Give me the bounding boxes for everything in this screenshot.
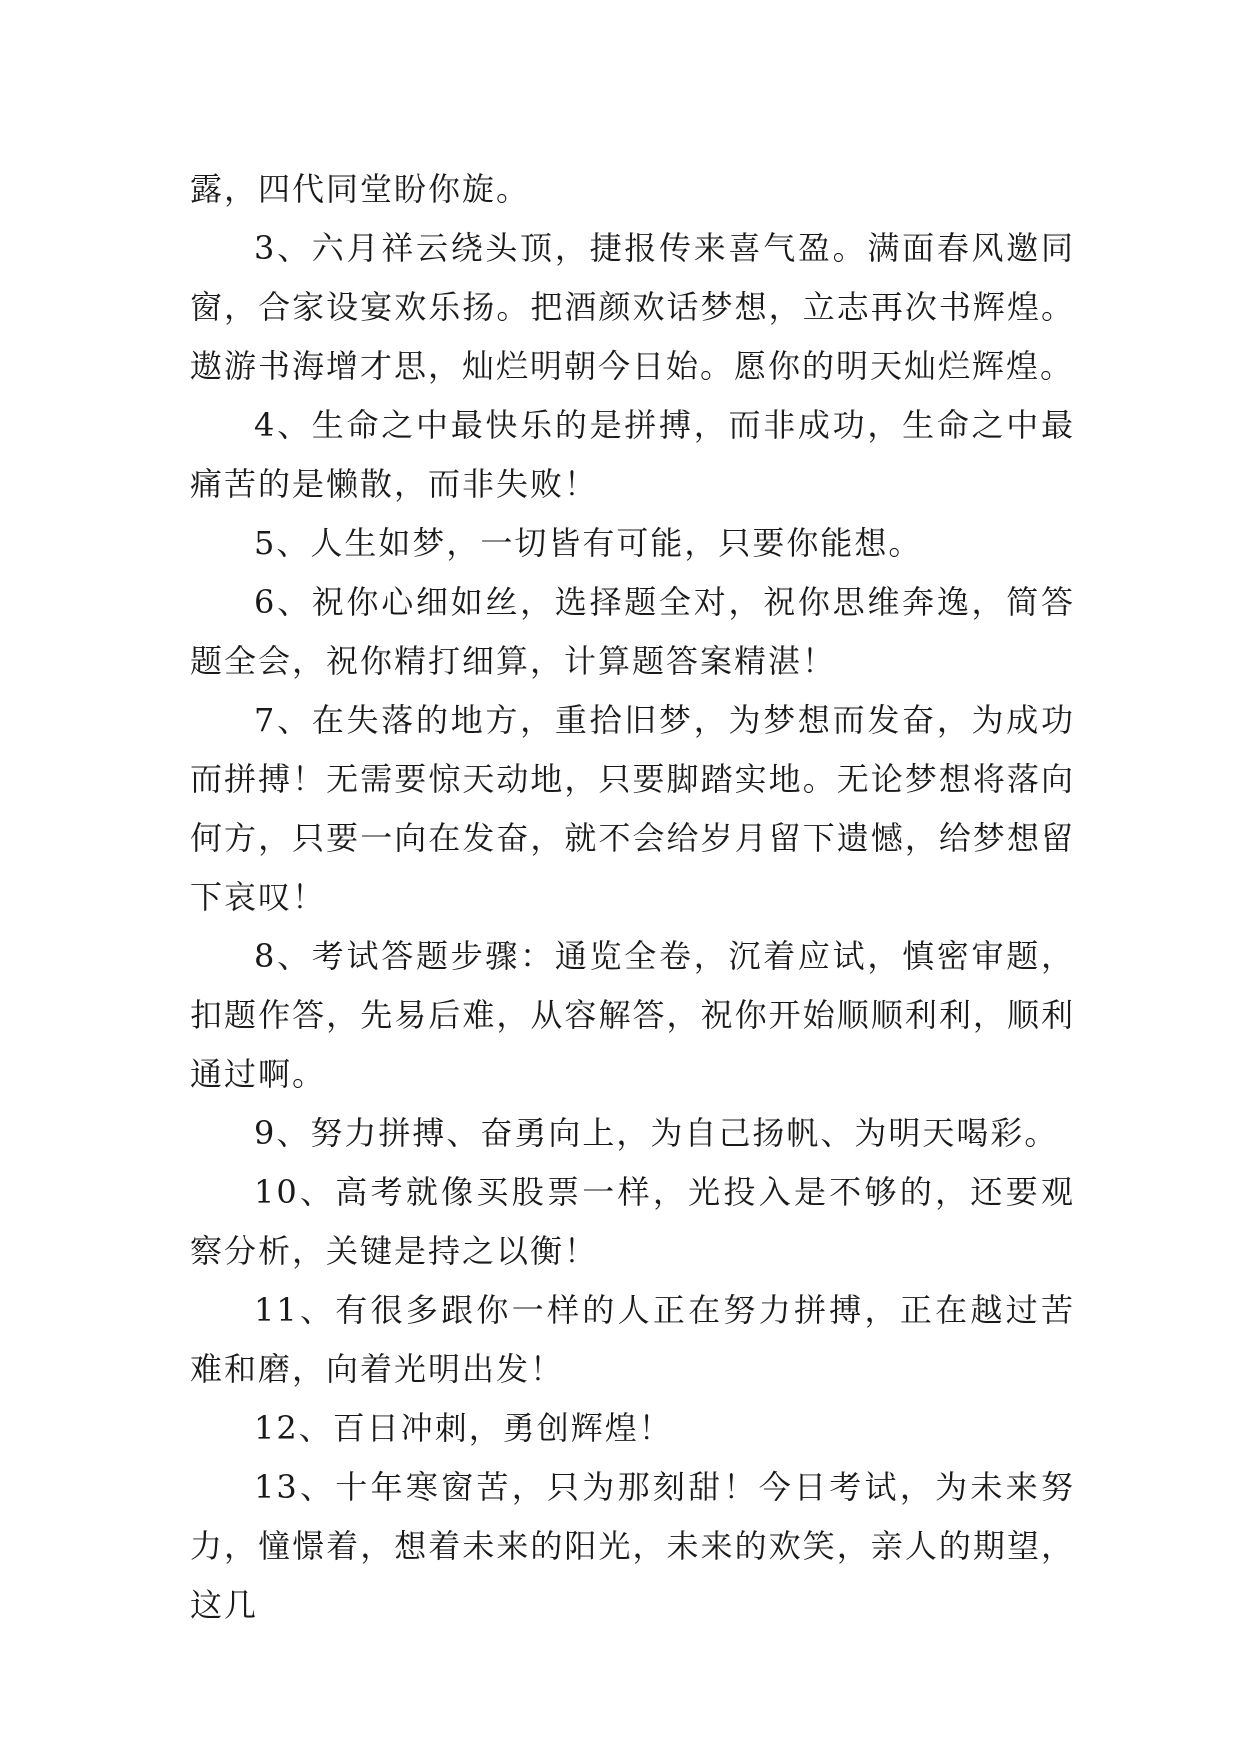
- paragraph-item-10: 10、高考就像买股票一样，光投入是不够的，还要观察分析，关键是持之以衡！: [190, 1173, 1075, 1270]
- paragraph-item-5: 5、人生如梦，一切皆有可能，只要你能想。: [254, 524, 923, 562]
- paragraph-item-6: 6、祝你心细如丝，选择题全对，祝你思维奔逸，简答题全会，祝你精打细算，计算题答案精湛！: [190, 583, 1075, 680]
- paragraph-item-11: 11、有很多跟你一样的人正在努力拼搏，正在越过苦难和磨，向着光明出发！: [190, 1291, 1075, 1388]
- paragraph-item-7: 7、在失落的地方，重拾旧梦，为梦想而发奋，为成功而拼搏！无需要惊天动地，只要脚踏实地。无论梦想将落向何方，只要一向在发奋，就不会给岁月留下遗憾，给梦想留下哀叹！: [190, 701, 1075, 916]
- document-body: [190, 160, 1075, 1635]
- paragraph-item-13: 13、十年寒窗苦，只为那刻甜！今日考试，为未来努力，憧憬着，想着未来的阳光，未来的欢笑，亲人的期望，这几: [190, 1468, 1075, 1624]
- paragraph-item-12: 12、百日冲刺，勇创辉煌！: [254, 1409, 673, 1447]
- paragraph-item-9: 9、努力拼搏、奋勇向上，为自己扬帆、为明天喝彩。: [254, 1114, 1059, 1152]
- paragraph-item-8: 8、考试答题步骤：通览全卷，沉着应试，慎密审题，扣题作答，先易后难，从容解答，祝你开始顺顺利利，顺利通过啊。: [190, 937, 1075, 1093]
- paragraph-item-4: 4、生命之中最快乐的是拼搏，而非成功，生命之中最痛苦的是懒散，而非失败！: [190, 406, 1075, 503]
- paragraph-continuation: 露，四代同堂盼你旋。: [190, 170, 531, 208]
- paragraph-item-3: 3、六月祥云绕头顶，捷报传来喜气盈。满面春风邀同窗，合家设宴欢乐扬。把酒颜欢话梦想，立志再次书辉煌。遨游书海增才思，灿烂明朝今日始。愿你的明天灿烂辉煌。: [190, 229, 1075, 385]
